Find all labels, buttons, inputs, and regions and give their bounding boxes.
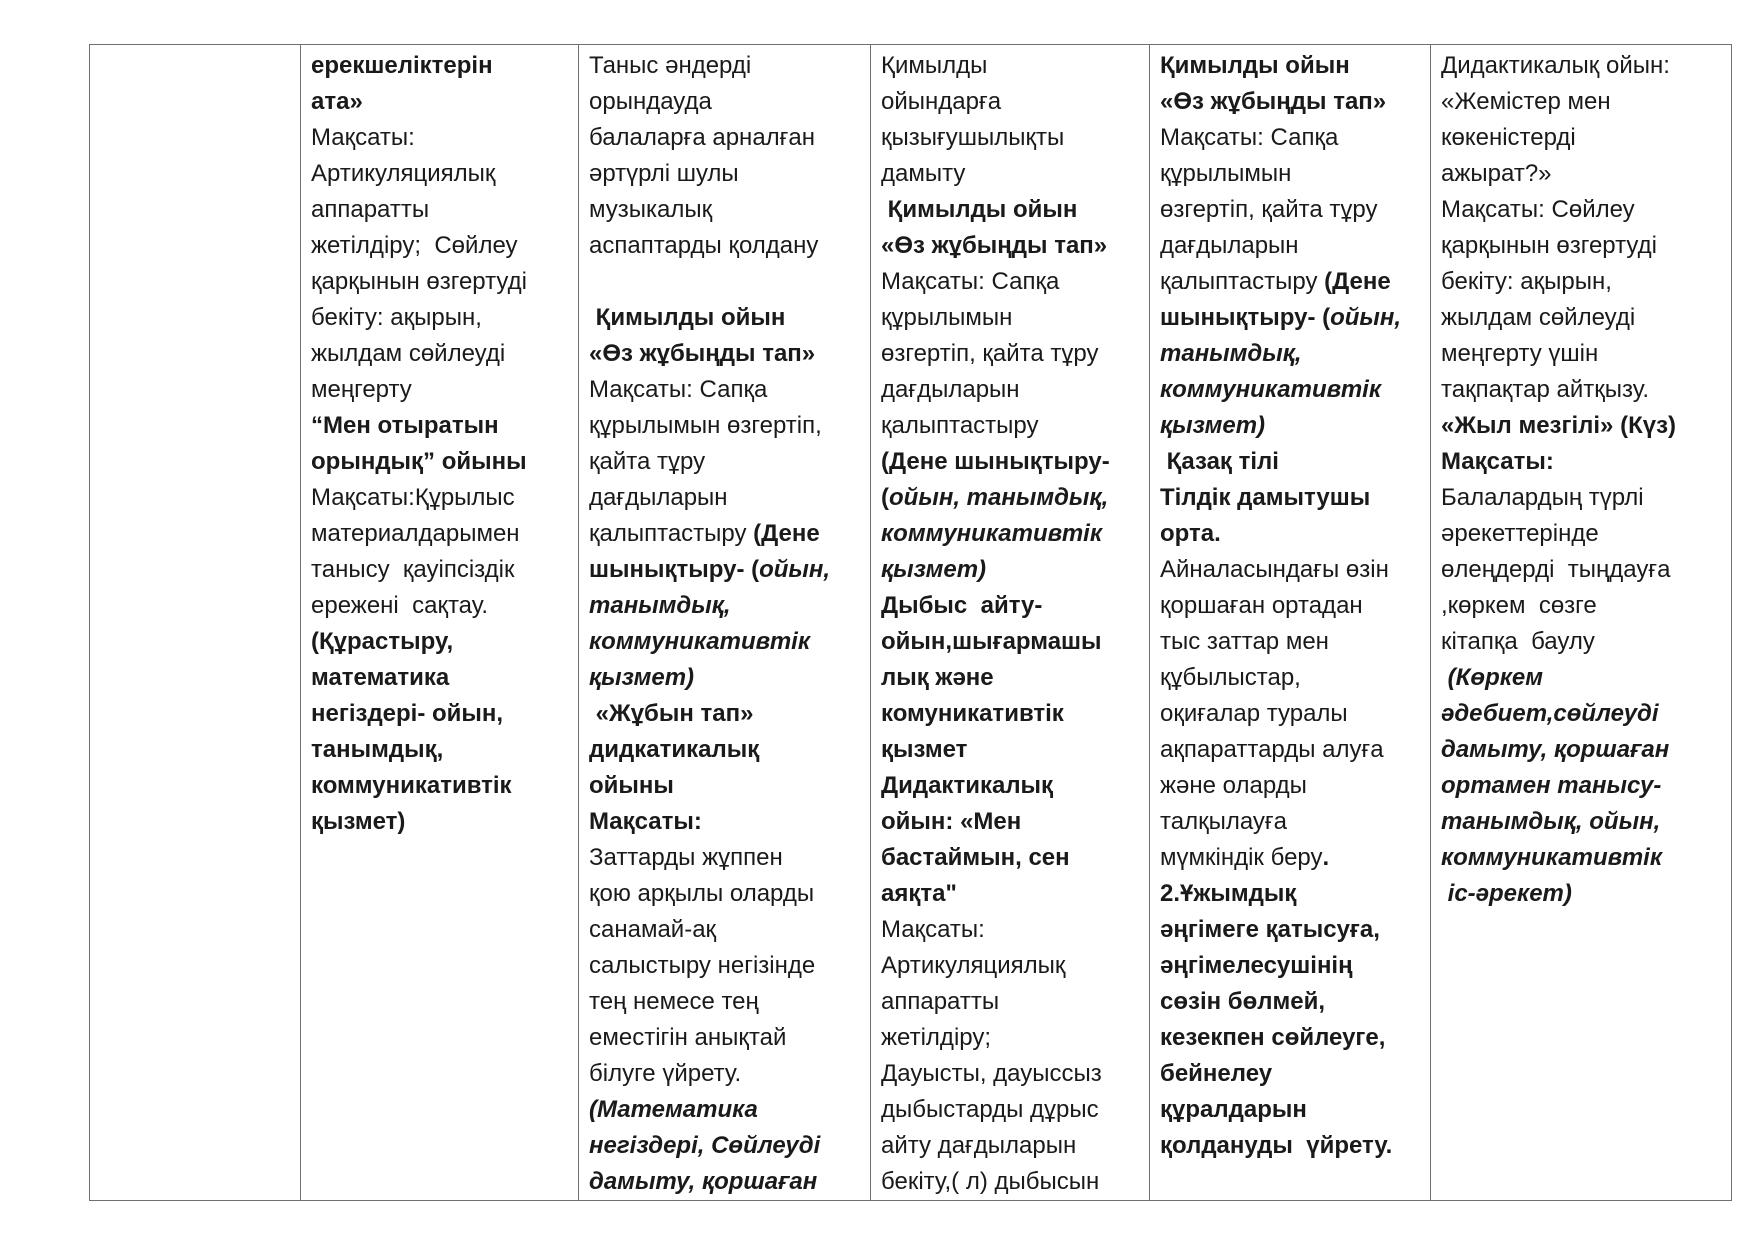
text-segment: құралдарын (1160, 1096, 1307, 1123)
text-line (1441, 408, 1721, 444)
text-segment: танымдық, (589, 592, 731, 619)
text-segment: Мақсаты: (311, 124, 415, 151)
text-segment: ойын,шығармашы (881, 628, 1102, 655)
text-segment: тең немесе тең (589, 988, 759, 1015)
text-line (1160, 912, 1420, 948)
text-segment: танымдық, ойын, (1441, 808, 1661, 835)
text-line (589, 588, 860, 624)
text-segment: қалыптастыру (1160, 268, 1325, 295)
text-segment: қызығушылықты (881, 124, 1065, 151)
text-line (311, 516, 568, 552)
text-segment: Мақсаты: Сапқа (1160, 124, 1339, 151)
text-segment: ажырат?» (1441, 160, 1552, 187)
text-segment: сөзін бөлмей, (1160, 988, 1326, 1015)
text-segment (589, 268, 596, 295)
text-segment: дамыту, қоршаған (1441, 736, 1670, 763)
text-line (1441, 444, 1721, 480)
text-line (589, 1092, 860, 1128)
text-line (881, 1092, 1139, 1128)
text-segment: көкеністерді (1441, 124, 1576, 151)
text-line (311, 120, 568, 156)
text-line (589, 264, 860, 300)
text-segment: «Жемістер мен (1441, 88, 1611, 115)
text-line (1160, 372, 1420, 408)
text-line (311, 48, 568, 84)
text-line (1160, 408, 1420, 444)
text-line (311, 408, 568, 444)
text-line (1160, 1020, 1420, 1056)
text-line (1441, 192, 1721, 228)
text-segment: Қимылды ойын (1160, 52, 1350, 79)
text-line (881, 1020, 1139, 1056)
text-segment: (Математика (589, 1096, 758, 1123)
text-segment: ақпараттарды алуға (1160, 736, 1384, 763)
text-line (881, 732, 1139, 768)
table-cell-col-1 (90, 45, 301, 1201)
text-line (881, 156, 1139, 192)
text-line (589, 840, 860, 876)
text-segment: өзгертіп, қайта тұру (881, 340, 1099, 367)
text-segment: қызмет) (881, 556, 987, 583)
table-cell-col-5 (1150, 45, 1431, 1201)
text-segment: қоршаған ортадан (1160, 592, 1363, 619)
text-line (881, 480, 1139, 516)
text-line (311, 768, 568, 804)
text-line (881, 84, 1139, 120)
text-line (1160, 480, 1420, 516)
text-line (311, 732, 568, 768)
text-line (1160, 444, 1420, 480)
text-line (311, 480, 568, 516)
text-segment: Артикуляциялық (881, 952, 1066, 979)
text-line (881, 984, 1139, 1020)
text-segment: бекіту: ақырын, (311, 304, 482, 331)
schedule-table (89, 44, 1732, 1201)
text-segment: құрылымын (881, 304, 1013, 331)
text-segment: ойын, танымдық, (889, 484, 1109, 511)
text-segment: лық және (881, 664, 994, 691)
text-line (1160, 732, 1420, 768)
text-segment: қолдануды үйрету. (1160, 1132, 1393, 1159)
text-segment: қызмет) (311, 808, 406, 835)
text-line (1160, 696, 1420, 732)
text-line (311, 84, 568, 120)
text-segment: Артикуляциялық (311, 160, 496, 187)
text-segment: аспаптарды қолдану (589, 232, 819, 259)
text-line (1160, 984, 1420, 1020)
text-line (881, 120, 1139, 156)
text-segment: Дауысты, дауыссыз (881, 1060, 1102, 1087)
text-segment: (Құрастыру, (311, 628, 454, 655)
text-line (589, 372, 860, 408)
text-segment: негіздері- ойын, (311, 700, 504, 727)
text-line (1441, 660, 1721, 696)
text-segment: қарқынын өзгертуді (1441, 232, 1657, 259)
text-line (589, 156, 860, 192)
text-segment: құбылыстар, (1160, 664, 1301, 691)
text-segment: айту дағдыларын (881, 1132, 1077, 1159)
text-segment: негіздері, Сөйлеуді (589, 1132, 821, 1159)
text-segment: Қимылды ойын (589, 304, 786, 331)
text-segment: «Өз жұбыңды тап» (589, 340, 816, 367)
table-row (90, 45, 1732, 1201)
text-segment: жылдам сөйлеуді (1441, 304, 1636, 331)
text-line (881, 336, 1139, 372)
text-line (1441, 732, 1721, 768)
text-segment: материалдарымен (311, 520, 520, 547)
text-line (1160, 624, 1420, 660)
text-line (311, 300, 568, 336)
text-segment: меңгерту үшін (1441, 340, 1599, 367)
table-cell-col-3 (579, 45, 871, 1201)
text-line (1441, 300, 1721, 336)
text-segment: ( (881, 484, 889, 511)
text-line (1160, 264, 1420, 300)
text-segment: тыс заттар мен (1160, 628, 1329, 655)
text-segment: дыбыстарды дұрыс (881, 1096, 1099, 1123)
text-line (881, 588, 1139, 624)
text-line (1160, 300, 1420, 336)
text-line (589, 624, 860, 660)
text-line (589, 444, 860, 480)
text-segment: ойын: «Мен (881, 808, 1022, 835)
text-segment: танымдық, (311, 736, 444, 763)
text-segment: Қимылды ойын (881, 196, 1078, 223)
text-line (589, 1164, 860, 1200)
text-segment: қалыптастыру (881, 412, 1039, 439)
text-line (311, 192, 568, 228)
text-segment: шынықтыру- ( (589, 556, 760, 583)
text-segment: қызмет) (1160, 412, 1266, 439)
text-segment: ойыны (589, 772, 674, 799)
table-cell-col-4 (871, 45, 1150, 1201)
text-line (1160, 228, 1420, 264)
text-segment: Мақсаты: Сапқа (589, 376, 768, 403)
text-line (881, 660, 1139, 696)
text-line (1160, 48, 1420, 84)
text-segment: қайта тұру (589, 448, 706, 475)
text-line (311, 444, 568, 480)
text-line (589, 192, 860, 228)
text-segment: Балалардың түрлі (1441, 484, 1644, 511)
text-line (1441, 588, 1721, 624)
text-line (589, 1128, 860, 1164)
text-line (1160, 336, 1420, 372)
text-segment: құрылымын өзгертіп, (589, 412, 822, 439)
text-segment: ерекшеліктерін (311, 52, 493, 79)
text-segment: Мақсаты: (881, 916, 985, 943)
text-segment: меңгерту (311, 376, 412, 403)
text-segment: Айналасындағы өзін (1160, 556, 1389, 583)
text-segment: аппаратты (881, 988, 1000, 1015)
table-cell-col-6 (1431, 45, 1732, 1201)
text-segment: өзгертіп, қайта тұру (1160, 196, 1378, 223)
text-segment: қалыптастыру (589, 520, 754, 547)
text-line (1441, 876, 1721, 912)
text-line (1160, 156, 1420, 192)
text-line (1441, 156, 1721, 192)
text-line (1160, 948, 1420, 984)
text-segment: әрекеттерінде (1441, 520, 1599, 547)
text-line (589, 948, 860, 984)
text-line (1160, 120, 1420, 156)
text-line (1160, 84, 1420, 120)
text-line (1441, 516, 1721, 552)
text-segment: Мақсаты: (589, 808, 702, 835)
text-line (1441, 336, 1721, 372)
text-line (1160, 660, 1420, 696)
text-segment: (Дене шынықтыру- (881, 448, 1110, 475)
text-line (881, 408, 1139, 444)
text-line (881, 444, 1139, 480)
text-line (589, 732, 860, 768)
text-segment: ,көркем сөзге (1441, 592, 1597, 619)
text-line (1160, 588, 1420, 624)
text-segment: Мақсаты:Құрылыс (311, 484, 515, 511)
text-line (311, 336, 568, 372)
text-line (311, 552, 568, 588)
text-segment: жылдам сөйлеуді (311, 340, 506, 367)
text-segment: Тілдік дамытушы (1160, 484, 1371, 511)
text-segment: құрылымын (1160, 160, 1292, 187)
text-segment: бастаймын, сен (881, 844, 1070, 871)
text-line (311, 372, 568, 408)
text-line (1441, 372, 1721, 408)
text-line (589, 984, 860, 1020)
text-segment: орындауда (589, 88, 712, 115)
text-line (1160, 192, 1420, 228)
text-segment: (Көркем (1441, 664, 1543, 691)
text-line (589, 876, 860, 912)
text-line (1441, 840, 1721, 876)
text-segment: жетілдіру; Сөйлеу (311, 232, 518, 259)
text-line (881, 264, 1139, 300)
text-segment: аяқта" (881, 880, 957, 907)
text-segment: қою арқылы оларды (589, 880, 815, 907)
text-segment: ойын, (1330, 304, 1402, 331)
text-segment: Заттарды жұппен (589, 844, 783, 871)
text-segment: музыкалық (589, 196, 713, 223)
text-line (589, 912, 860, 948)
text-line (1441, 552, 1721, 588)
text-segment: әңгімеге қатысуға, (1160, 916, 1380, 943)
text-line (881, 876, 1139, 912)
text-segment: дағдыларын (1160, 232, 1299, 259)
text-segment: Дидактикалық ойын: (1441, 52, 1670, 79)
text-segment: Мақсаты: (1441, 448, 1554, 475)
text-segment: Дыбыс айту- (881, 592, 1043, 619)
text-line (589, 1020, 860, 1056)
text-segment: дамыту, қоршаған (589, 1168, 818, 1195)
text-line (1160, 1128, 1420, 1164)
text-line (1160, 1056, 1420, 1092)
text-line (881, 624, 1139, 660)
text-line (881, 228, 1139, 264)
text-line (881, 192, 1139, 228)
text-line (1160, 768, 1420, 804)
text-line (311, 588, 568, 624)
text-segment: шынықтыру- ( (1160, 304, 1331, 331)
text-line (881, 768, 1139, 804)
text-line (881, 552, 1139, 588)
text-segment: әртүрлі шулы (589, 160, 739, 187)
text-line (589, 660, 860, 696)
text-line (589, 1056, 860, 1092)
text-segment: . (1322, 844, 1330, 871)
text-line (881, 372, 1139, 408)
text-segment: коммуникативтік (1441, 844, 1662, 871)
text-line (1441, 696, 1721, 732)
text-line (881, 48, 1139, 84)
text-segment: «Жыл мезгілі» (Күз) (1441, 412, 1676, 439)
text-segment: кезекпен сөйлеуге, (1160, 1024, 1386, 1051)
text-segment: бейнелеу (1160, 1060, 1273, 1087)
text-segment: Мақсаты: Сөйлеу (1441, 196, 1635, 223)
text-line (1160, 876, 1420, 912)
text-segment: орындық” ойыны (311, 448, 527, 475)
text-segment: білуге үйрету. (589, 1060, 742, 1087)
text-segment: ортамен танысу- (1441, 772, 1662, 799)
text-line (589, 768, 860, 804)
text-segment: 2.Ұжымдық (1160, 880, 1297, 907)
text-segment: Дидактикалық (881, 772, 1054, 799)
text-segment: балаларға арналған (589, 124, 816, 151)
text-segment: Таныс әндерді (589, 52, 752, 79)
text-line (589, 228, 860, 264)
text-segment: танысу қауіпсіздік (311, 556, 515, 583)
text-segment: коммуникативтік (311, 772, 512, 799)
text-segment: Мақсаты: Сапқа (881, 268, 1060, 295)
text-line (589, 516, 860, 552)
text-line (881, 1128, 1139, 1164)
text-segment: дидкатикалық (589, 736, 760, 763)
text-line (881, 696, 1139, 732)
text-line (1441, 804, 1721, 840)
text-segment: дамыту (881, 160, 966, 187)
text-segment: тақпақтар айтқызу. (1441, 376, 1649, 403)
text-line (1441, 84, 1721, 120)
text-segment: еместігін анықтай (589, 1024, 787, 1051)
text-segment: ойындарға (881, 88, 1002, 115)
text-segment: өлеңдерді тыңдауға (1441, 556, 1671, 583)
text-line (1441, 228, 1721, 264)
text-line (589, 300, 860, 336)
text-line (311, 696, 568, 732)
text-segment: дағдыларын (881, 376, 1020, 403)
text-segment: (Дене (1324, 268, 1391, 295)
text-line (589, 408, 860, 444)
table-cell-col-2 (301, 45, 579, 1201)
text-segment: дағдыларын (589, 484, 728, 511)
text-line (311, 660, 568, 696)
text-segment: бекіту: ақырын, (1441, 268, 1612, 295)
text-line (589, 696, 860, 732)
text-line (589, 84, 860, 120)
text-line (589, 336, 860, 372)
text-line (1160, 840, 1420, 876)
text-segment: Қимылды (881, 52, 988, 79)
text-segment: әдебиет,сөйлеуді (1441, 700, 1659, 727)
text-segment: салыстыру негізінде (589, 952, 816, 979)
text-segment: және оларды (1160, 772, 1307, 799)
text-line (881, 516, 1139, 552)
text-segment: әңгімелесушінің (1160, 952, 1353, 979)
text-line (311, 264, 568, 300)
text-line (311, 228, 568, 264)
text-line (1441, 48, 1721, 84)
text-segment: Қазақ тілі (1160, 448, 1279, 475)
text-line (881, 948, 1139, 984)
text-segment: коммуникативтік (881, 520, 1102, 547)
text-segment: “Мен отыратын (311, 412, 499, 439)
text-segment: қарқынын өзгертуді (311, 268, 527, 295)
text-segment: (Дене (753, 520, 820, 547)
text-segment: «Өз жұбыңды тап» (881, 232, 1108, 259)
text-segment: мүмкіндік беру (1160, 844, 1323, 871)
text-segment: ойын, (759, 556, 831, 583)
text-line (1441, 120, 1721, 156)
text-segment: танымдық, (1160, 340, 1302, 367)
text-segment: коммуникативтік (589, 628, 810, 655)
text-segment: талқылауға (1160, 808, 1288, 835)
text-segment: кітапқа баулу (1441, 628, 1595, 655)
text-line (589, 120, 860, 156)
text-segment: қызмет (881, 736, 968, 763)
text-segment: «Өз жұбыңды тап» (1160, 88, 1387, 115)
text-segment: ережені сақтау. (311, 592, 489, 619)
text-line (311, 624, 568, 660)
text-segment: оқиғалар туралы (1160, 700, 1348, 727)
text-segment: санамай-ақ (589, 916, 717, 943)
text-line (1441, 624, 1721, 660)
text-segment: математика (311, 664, 450, 691)
text-segment: коммуникативтік (1160, 376, 1381, 403)
text-line (881, 912, 1139, 948)
text-line (1441, 264, 1721, 300)
text-line (1441, 768, 1721, 804)
text-line (1160, 552, 1420, 588)
text-line (1441, 480, 1721, 516)
text-line (881, 1056, 1139, 1092)
text-line (1160, 804, 1420, 840)
text-line (311, 156, 568, 192)
text-segment: «Жұбын тап» (589, 700, 754, 727)
text-line (589, 804, 860, 840)
text-line (1160, 1092, 1420, 1128)
text-segment: аппаратты (311, 196, 430, 223)
text-line (881, 1164, 1139, 1200)
text-line (589, 552, 860, 588)
text-line (589, 480, 860, 516)
text-line (311, 804, 568, 840)
text-segment: іс-әрекет) (1441, 880, 1572, 907)
text-line (589, 48, 860, 84)
text-segment: бекіту,( л) дыбысын (881, 1168, 1100, 1195)
text-line (881, 804, 1139, 840)
text-line (1160, 516, 1420, 552)
text-segment: жетілдіру; (881, 1024, 992, 1051)
text-line (881, 840, 1139, 876)
text-segment: орта. (1160, 520, 1221, 547)
text-segment: комуникативтік (881, 700, 1064, 727)
text-segment: қызмет) (589, 664, 695, 691)
text-line (881, 300, 1139, 336)
text-segment: ата» (311, 88, 363, 115)
